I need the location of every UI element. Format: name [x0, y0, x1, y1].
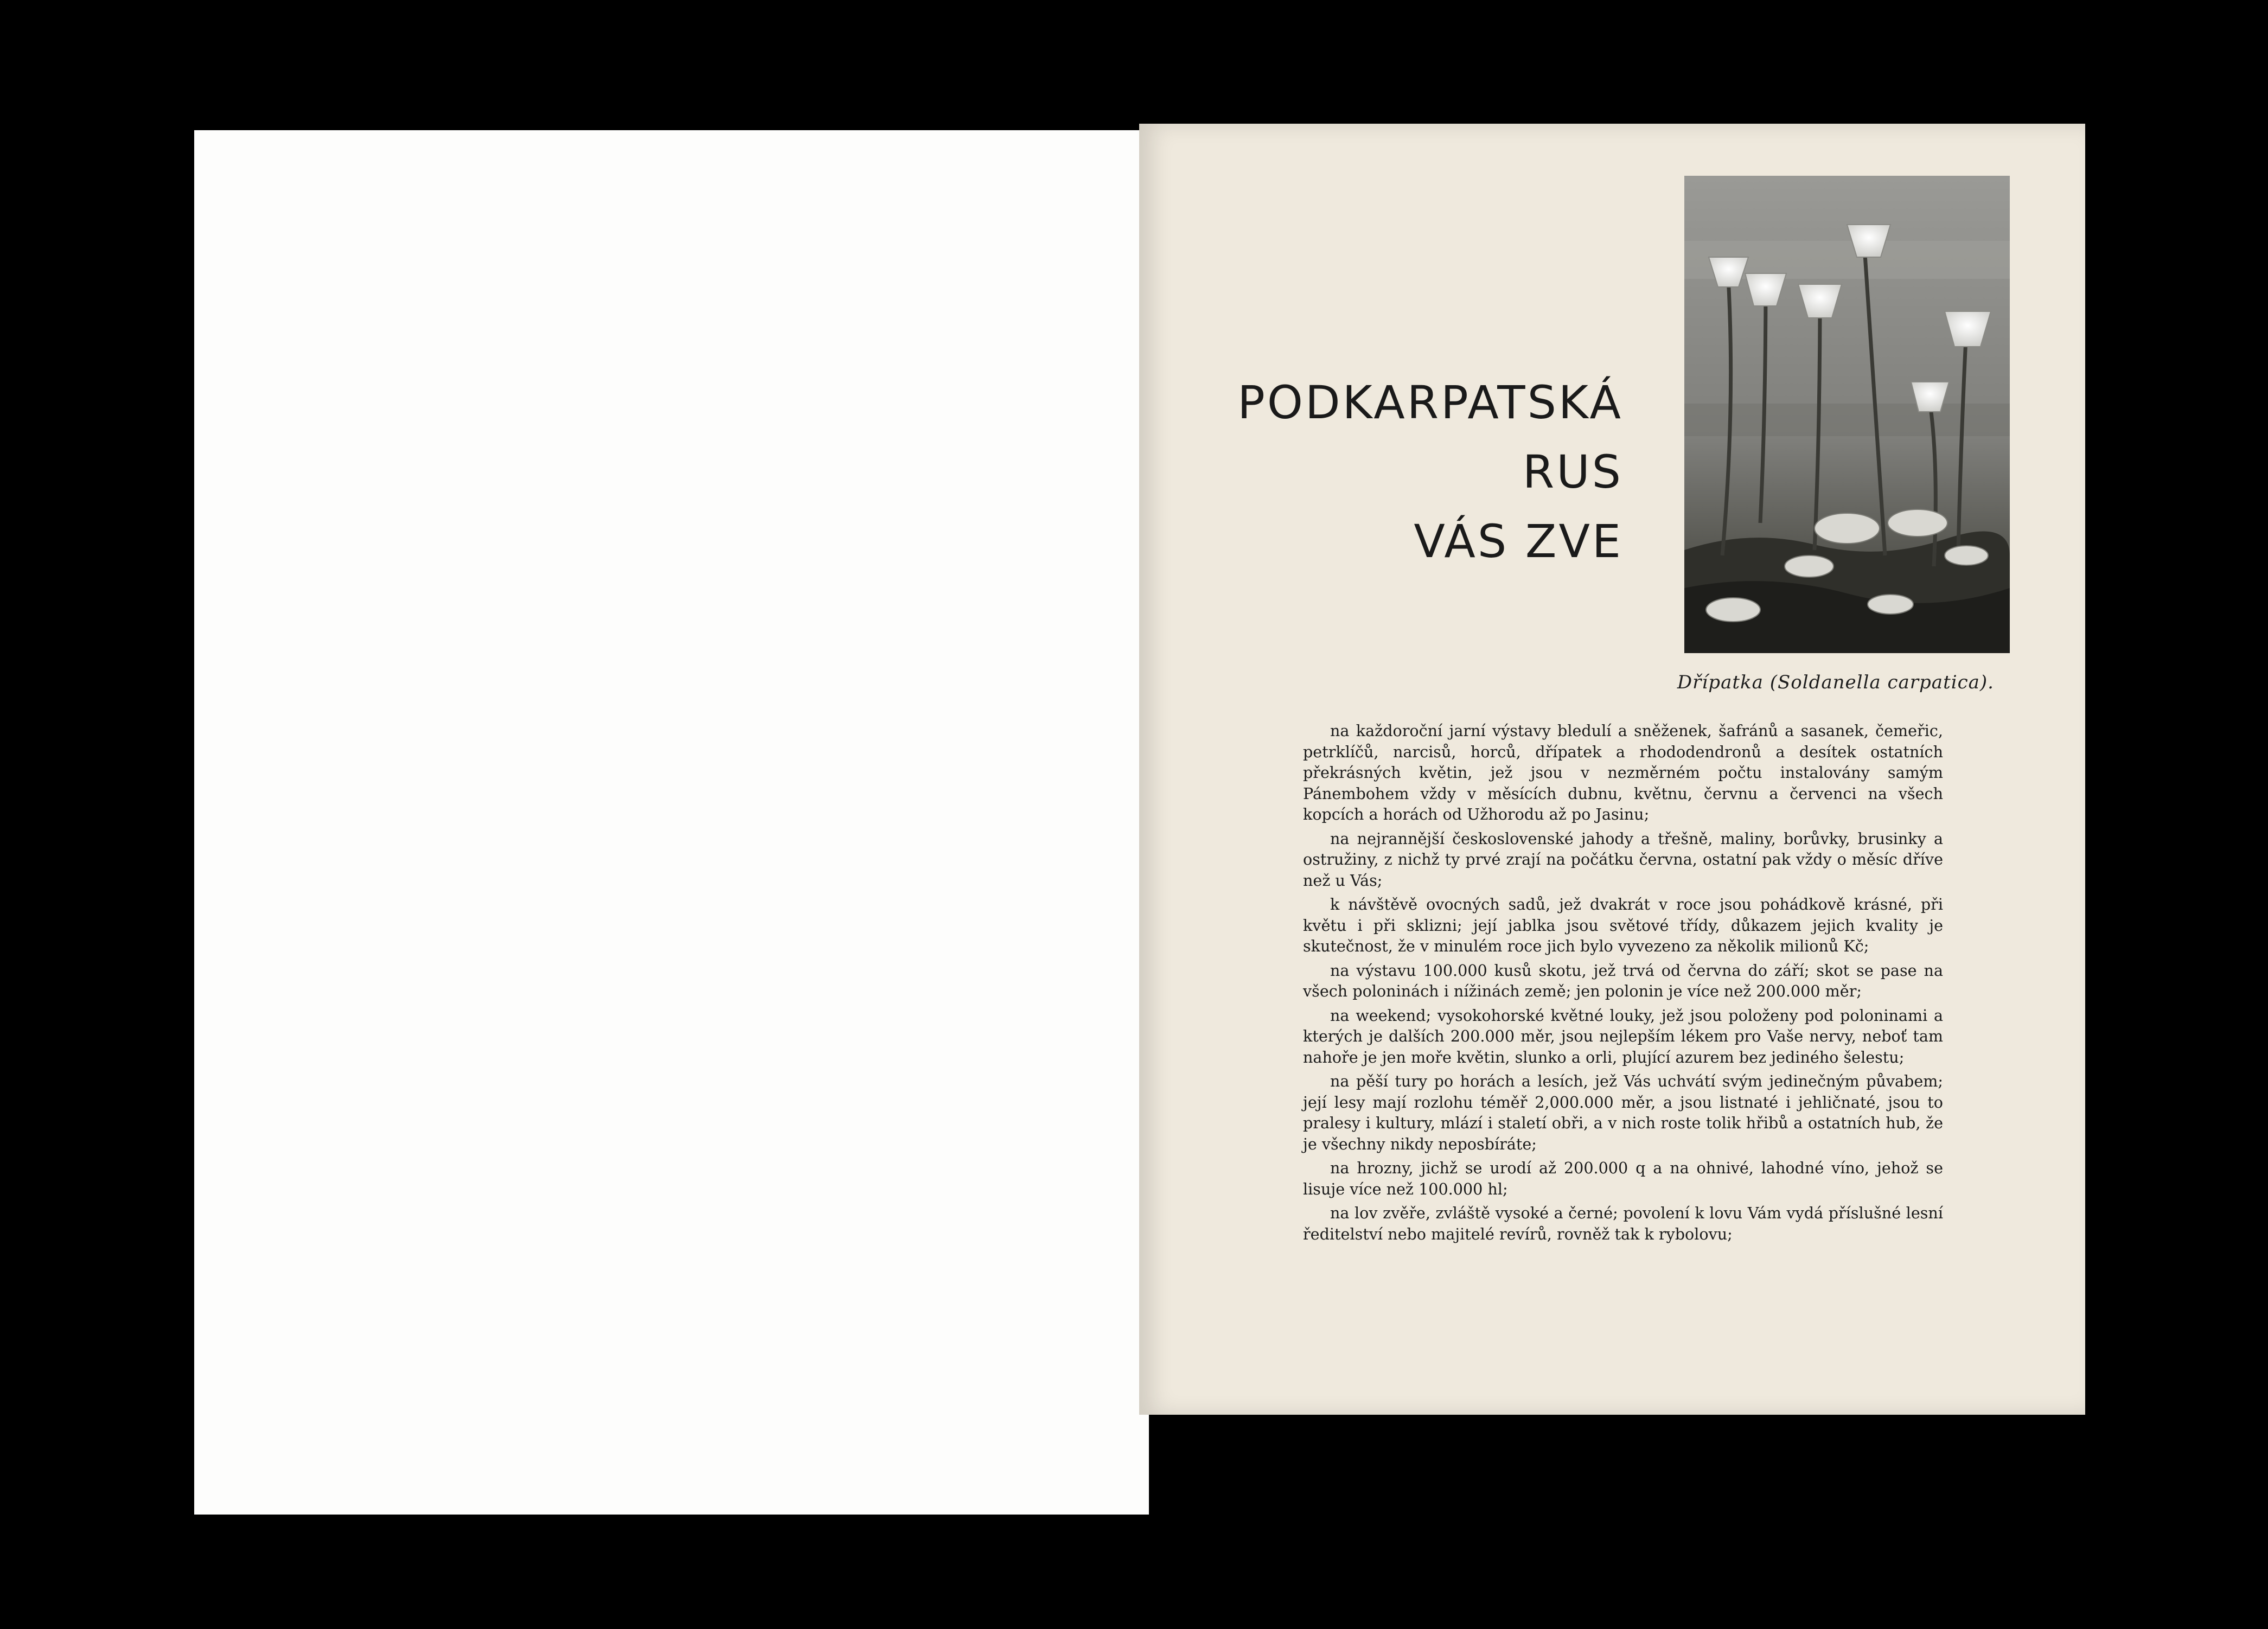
- soldanella-photo: [1684, 176, 2010, 653]
- right-page: [1139, 124, 2085, 1415]
- left-blank-page: [194, 130, 1149, 1515]
- paragraph: na lov zvěře, zvláště vysoké a černé; povolení k lovu Vám vydá příslušné lesní ředitelství nebo majitelé revírů, rovněž tak k rybolovu;: [1303, 1204, 1943, 1243]
- article-body: [1303, 720, 1943, 1248]
- paragraph: na výstavu 100.000 kusů skotu, jež trvá od června do září; skot se pase na všech poloninách i nížinách země; jen polonin je více než 200.000 měr;: [1303, 961, 1943, 1000]
- paragraph: na nejrannější československé jahody a třešně, maliny, borůvky, brusinky a ostružiny, z nichž ty prvé zrají na počátku června, ostatní pak vždy o měsíc dříve než u Vás;: [1303, 829, 1943, 890]
- title-line-3: VÁS ZVE: [1414, 515, 1623, 568]
- paragraph: na každoroční jarní výstavy bledulí a sněženek, šafránů a sasanek, čemeřic, petrklíčů, narcisů, horců, dřípatek a rhododendronů a desítek ostatních překrásných květin, jež jsou v nezměrném počtu instalovány samým Pánembohem vždy v měsících dubnu, květnu, červnu a červenci na všech kopcích a horách od Užhorodu až po Jasinu;: [1303, 721, 1943, 823]
- paragraph: na pěší tury po horách a lesích, jež Vás uchvátí svým jedinečným půvabem; její lesy mají rozlohu téměř 2,000.000 měr, a jsou listnaté i jehličnaté, jsou to pralesy i kultury, mlází i staletí obři, a v nich roste tolik hřibů a ostatních hub, že je všechny nikdy neposbíráte;: [1303, 1072, 1943, 1153]
- paragraph: k návštěvě ovocných sadů, jež dvakrát v roce jsou pohádkově krásné, při květu i při sklizni; její jablka jsou světové třídy, důkazem jejich kvality je skutečnost, že v minulém roce jich bylo vyvezeno za několik milionů Kč;: [1303, 895, 1943, 955]
- title-line-1: PODKARPATSKÁ: [1237, 376, 1623, 429]
- paragraph: na weekend; vysokohorské květné louky, jež jsou položeny pod poloninami a kterých je dalších 200.000 měr, jsou nejlepším lékem pro Vaše nervy, neboť tam nahoře je jen moře květin, slunko a orli, plující azurem bez jediného šelestu;: [1303, 1006, 1943, 1066]
- photo-caption: Dřípatka (Soldanella carpatica).: [1677, 672, 1994, 693]
- page-title: [1237, 368, 1623, 576]
- title-line-2: RUS: [1522, 445, 1623, 499]
- paragraph: na hrozny, jichž se urodí až 200.000 q a na ohnivé, lahodné víno, jehož se lisuje více než 100.000 hl;: [1303, 1159, 1943, 1198]
